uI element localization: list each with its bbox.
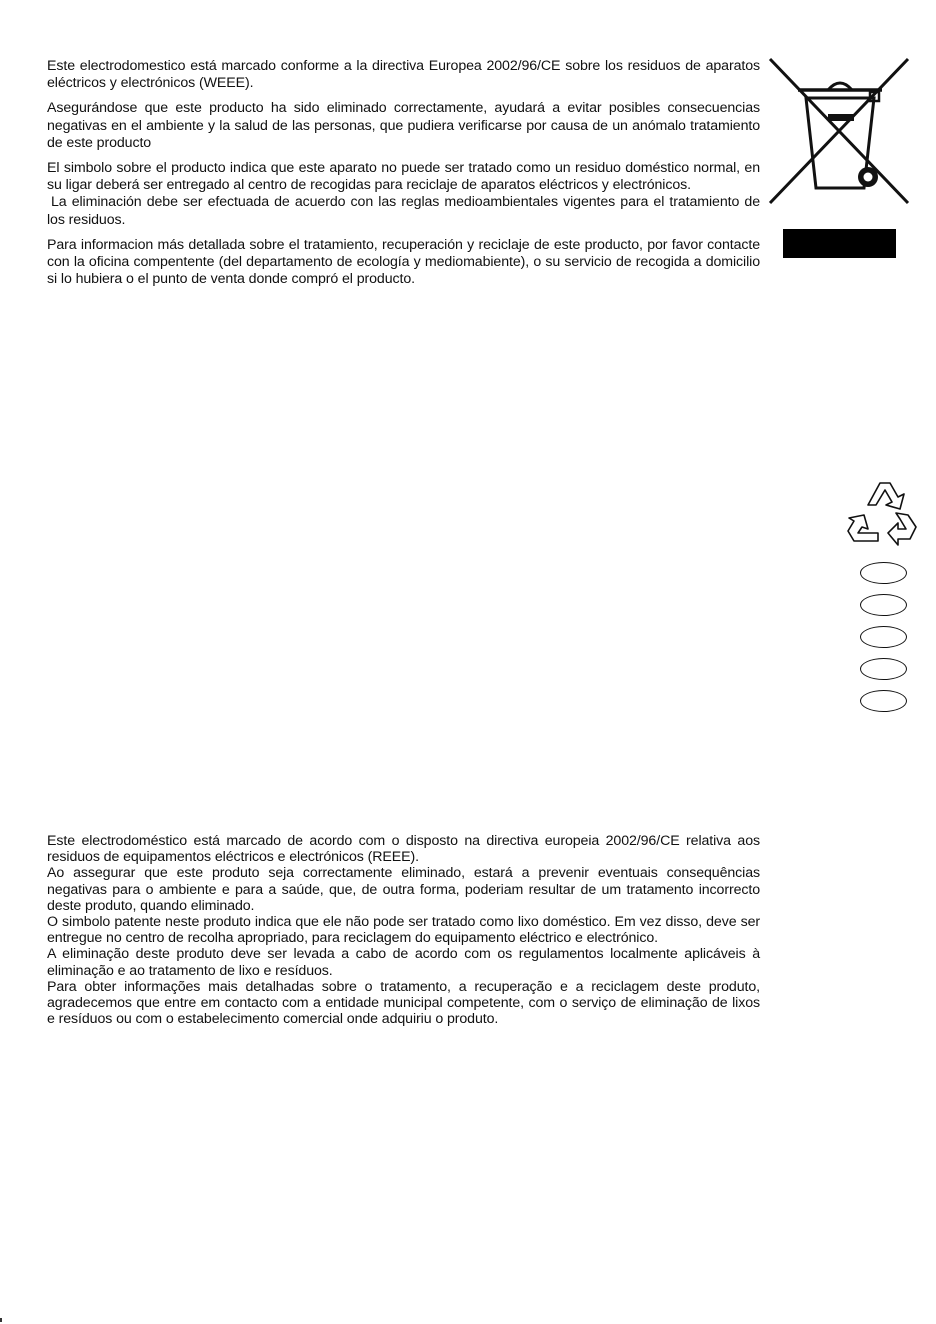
pt-paragraph-3: O simbolo patente neste produto indica que ele não pode ser tratado como lixo doméstico. Em vez disso, deve ser entregue no centro de recolha apropriado, para reciclagem do equipamento eléctrico e electrónico. (47, 914, 760, 947)
es-paragraph-3: El simbolo sobre el producto indica que este aparato no puede ser tratado como un residuo doméstico normal, en su ligar deberá ser entregado al centro de recogidas para reciclaje de aparatos eléctricos y electrónicos. (47, 160, 760, 194)
recycling-code-ovals (858, 562, 910, 722)
recycling-arrows-icon (844, 477, 918, 549)
pt-paragraph-2: Ao assegurar que este produto seja correctamente eliminado, estará a prevenir eventuais consequências negativas para o ambiente e para a saúde, que, de outra forma, poderiam resultar de um tratamento incorrecto deste produto, quando eliminado. (47, 865, 760, 914)
pt-paragraph-1: Este electrodoméstico está marcado de acordo com o disposto na directiva europeia 2002/96/CE relativa aos residuos de equipamentos eléctricos e electrónicos (REEE). (47, 833, 760, 866)
weee-black-bar (783, 229, 896, 258)
es-paragraph-4: La eliminación debe ser efectuada de acuerdo con las reglas medioambientales vigentes para el tratamiento de los residuos. (47, 194, 760, 228)
oval-icon (860, 690, 907, 712)
portuguese-disposal-notice (47, 833, 760, 1027)
pt-paragraph-4: A eliminação deste produto deve ser levada a cabo de acordo com os regulamentos localmente aplicáveis à eliminação e ao tratamento de lixo e resíduos. (47, 946, 760, 979)
crossed-out-wheelie-bin-icon (768, 56, 912, 208)
pt-paragraph-5: Para obter informações mais detalhadas sobre o tratamento, a recuperação e a reciclagem deste produto, agradecemos que entre em contacto com a entidade municipal competente, com o serviço de eliminação de lixos e resíduos ou com o estabelecimento comercial onde adquiriu o produto. (47, 978, 760, 1028)
es-paragraph-5: Para informacion más detallada sobre el tratamiento, recuperación y reciclaje de este producto, por favor contacte con la oficina compentente (del departamento de ecología y mediomabiente), o su servicio de recogida a domicilio si lo hubiera o el punto de venta donde compró el producto. (47, 236, 760, 288)
es-paragraph-2: Asegurándose que este producto ha sido eliminado correctamente, ayudará a evitar posibles consecuencias negativas en el ambiente y la salud de las personas, que pudiera verificarse por causa de un anómalo tratamiento de este producto (47, 100, 760, 151)
es-paragraph-1: Este electrodomestico está marcado conforme a la directiva Europea 2002/96/CE sobre los residuos de aparatos eléctricos y electrónicos (WEEE). (47, 58, 760, 92)
oval-icon (860, 594, 907, 616)
page-corner-mark (0, 1318, 2, 1322)
oval-icon (860, 626, 907, 648)
oval-icon (860, 658, 907, 680)
spanish-disposal-notice (47, 58, 760, 296)
oval-icon (860, 562, 907, 584)
